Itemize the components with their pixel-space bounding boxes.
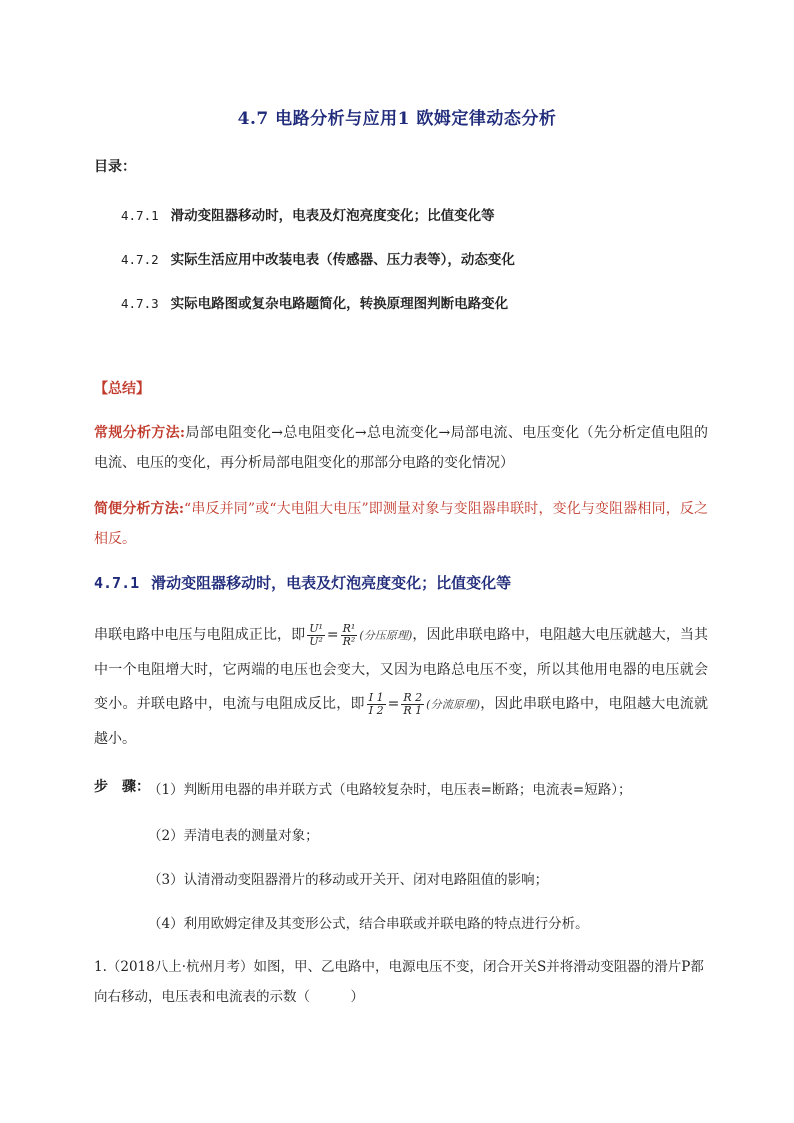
resistance-ratio-fraction: $\frac{\text{R¹}}{\text{R²}}$ (342, 621, 356, 648)
step-3: （3）认清滑动变阻器滑片的移动或开关开、闭对电路阻值的影响； (148, 872, 549, 888)
toc-item-text: 滑动变阻器移动时，电表及灯泡亮度变化；比值变化等 (170, 208, 495, 224)
summary-tag: 【总结】 (94, 381, 150, 397)
regular-method-paragraph (94, 418, 708, 478)
step-4: （4）利用欧姆定律及其变形公式，结合串联或并联电路的特点进行分析。 (148, 916, 589, 932)
inverse-resistance-fraction: $\frac{R 2}{R 1}$ (403, 690, 423, 717)
para-text: ，因此串联电路中，电阻越大电压就越大，当其中一个电阻增大时，它两端的电压也会变大，又因为电路总电压不变，所以其他用电器的电压就会变小。并联电路中，电流与电阻成反比，即 (94, 627, 708, 712)
step-1: （1）判断用电器的串并联方式（电路较复杂时，电压表=断路；电流表=短路）； (148, 782, 632, 798)
toc-item-number: 4.7.2 (121, 252, 159, 267)
simple-method-text: “串反并同”或“大电阻大电压”即测量对象与变阻器串联时，变化与变阻器相同，反之相反。 (94, 501, 708, 547)
toc-item-text: 实际电路图或复杂电路题简化，转换原理图判断电路变化 (170, 296, 509, 312)
regular-method-text: 局部电阻变化→总电阻变化→总电流变化→局部电流、电压变化（先分析定值电阻的电流、电压的变化，再分析局部电阻变化的那部分电路的变化情况） (94, 425, 708, 471)
voltage-ratio-fraction: $\frac{\text{U¹}}{\text{U²}}$ (309, 621, 323, 648)
question-1: 1.（2018八上·杭州月考）如图，甲、乙电路中，电源电压不变，闭合开关S并将滑动变阻器的滑片P都向右移动，电压表和电流表的示数（ ） (94, 959, 704, 1005)
section-number: 4.7.1 (94, 574, 140, 592)
ohm-law-paragraph (94, 618, 708, 756)
current-division-note: (分流原理) (426, 698, 480, 711)
toc-item-number: 4.7.1 (121, 208, 159, 223)
step-2: （2）弄清电表的测量对象； (148, 828, 319, 844)
toc-heading: 目录： (94, 159, 136, 175)
equals-sign: = (326, 627, 339, 643)
para-text: ，因此串联电路中，电阻越大电流就越小。 (94, 696, 709, 747)
toc-item (121, 292, 508, 312)
equals-sign: = (387, 696, 400, 712)
regular-method-label: 常规分析方法: (94, 425, 186, 441)
section-heading (94, 572, 511, 593)
simple-method-paragraph (94, 494, 708, 554)
steps-label: 步 骤： (94, 779, 150, 795)
toc-item (121, 204, 495, 224)
toc-item (121, 248, 515, 268)
voltage-division-note: (分压原理) (359, 629, 413, 642)
para-text: 串联电路中电压与电阻成正比，即 (94, 627, 306, 643)
simple-method-label: 简便分析方法: (94, 501, 185, 517)
page-title: 4.7 电路分析与应用1 欧姆定律动态分析 (237, 109, 557, 129)
toc-item-number: 4.7.3 (121, 296, 159, 311)
current-ratio-fraction: $\frac{I 1}{I 2}$ (368, 690, 384, 717)
section-title: 滑动变阻器移动时，电表及灯泡亮度变化；比值变化等 (151, 574, 512, 592)
toc-item-text: 实际生活应用中改装电表（传感器、压力表等），动态变化 (170, 252, 515, 268)
